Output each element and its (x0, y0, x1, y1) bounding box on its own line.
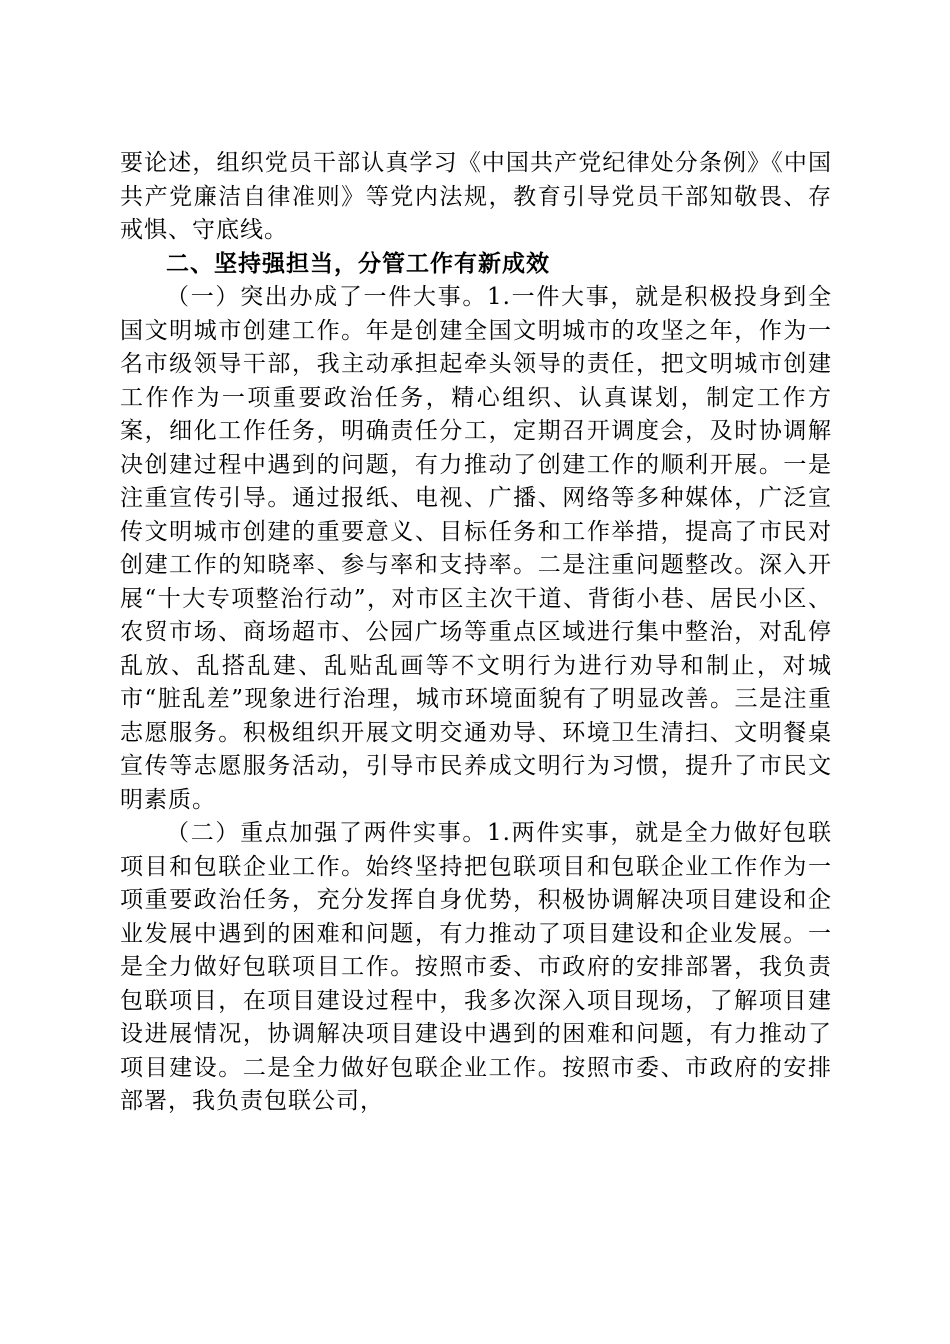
document-body (120, 147, 832, 1119)
paragraph-continuation: 要论述，组织党员干部认真学习《中国共产党纪律处分条例》《中国共产党廉洁自律准则》等党内法规，教育引导党员干部知敬畏、存戒惧、守底线。 (120, 150, 832, 243)
section-heading: 二、坚持强担当，分管工作有新成效 (166, 250, 550, 277)
paragraph-practical-matters: （二）重点加强了两件实事。1.两件实事，就是全力做好包联项目和包联企业工作。始终坚持把包联项目和包联企业工作作为一项重要政治任务，充分发挥自身优势，积极协调解决项目建设和企业发展中遇到的困难和问题，有力推动了项目建设和企业发展。一是全力做好包联项目工作。按照市委、市政府的安排部署，我负责包联项目，在项目建设过程中，我多次深入项目现场，了解项目建设进展情况，协调解决项目建设中遇到的困难和问题，有力推动了项目建设。二是全力做好包联企业工作。按照市委、市政府的安排部署，我负责包联公司， (120, 820, 832, 1114)
paragraph-major-event: （一）突出办成了一件大事。1.一件大事，就是积极投身到全国文明城市创建工作。年是创建全国文明城市的攻坚之年，作为一名市级领导干部，我主动承担起牵头领导的责任，把文明城市创建工作作为一项重要政治任务，精心组织、认真谋划，制定工作方案，细化工作任务，明确责任分工，定期召开调度会，及时协调解决创建过程中遇到的问题，有力推动了创建工作的顺利开展。一是注重宣传引导。通过报纸、电视、广播、网络等多种媒体，广泛宣传文明城市创建的重要意义、目标任务和工作举措，提高了市民对创建工作的知晓率、参与率和支持率。二是注重问题整改。深入开展“十大专项整治行动”，对市区主次干道、背街小巷、居民小区、农贸市场、商场超市、公园广场等重点区域进行集中整治，对乱停乱放、乱搭乱建、乱贴乱画等不文明行为进行劝导和制止，对城市“脏乱差”现象进行治理，城市环境面貌有了明显改善。三是注重志愿服务。积极组织开展文明交通劝导、环境卫生清扫、文明餐桌宣传等志愿服务活动，引导市民养成文明行为习惯，提升了市民文明素质。 (120, 284, 832, 813)
